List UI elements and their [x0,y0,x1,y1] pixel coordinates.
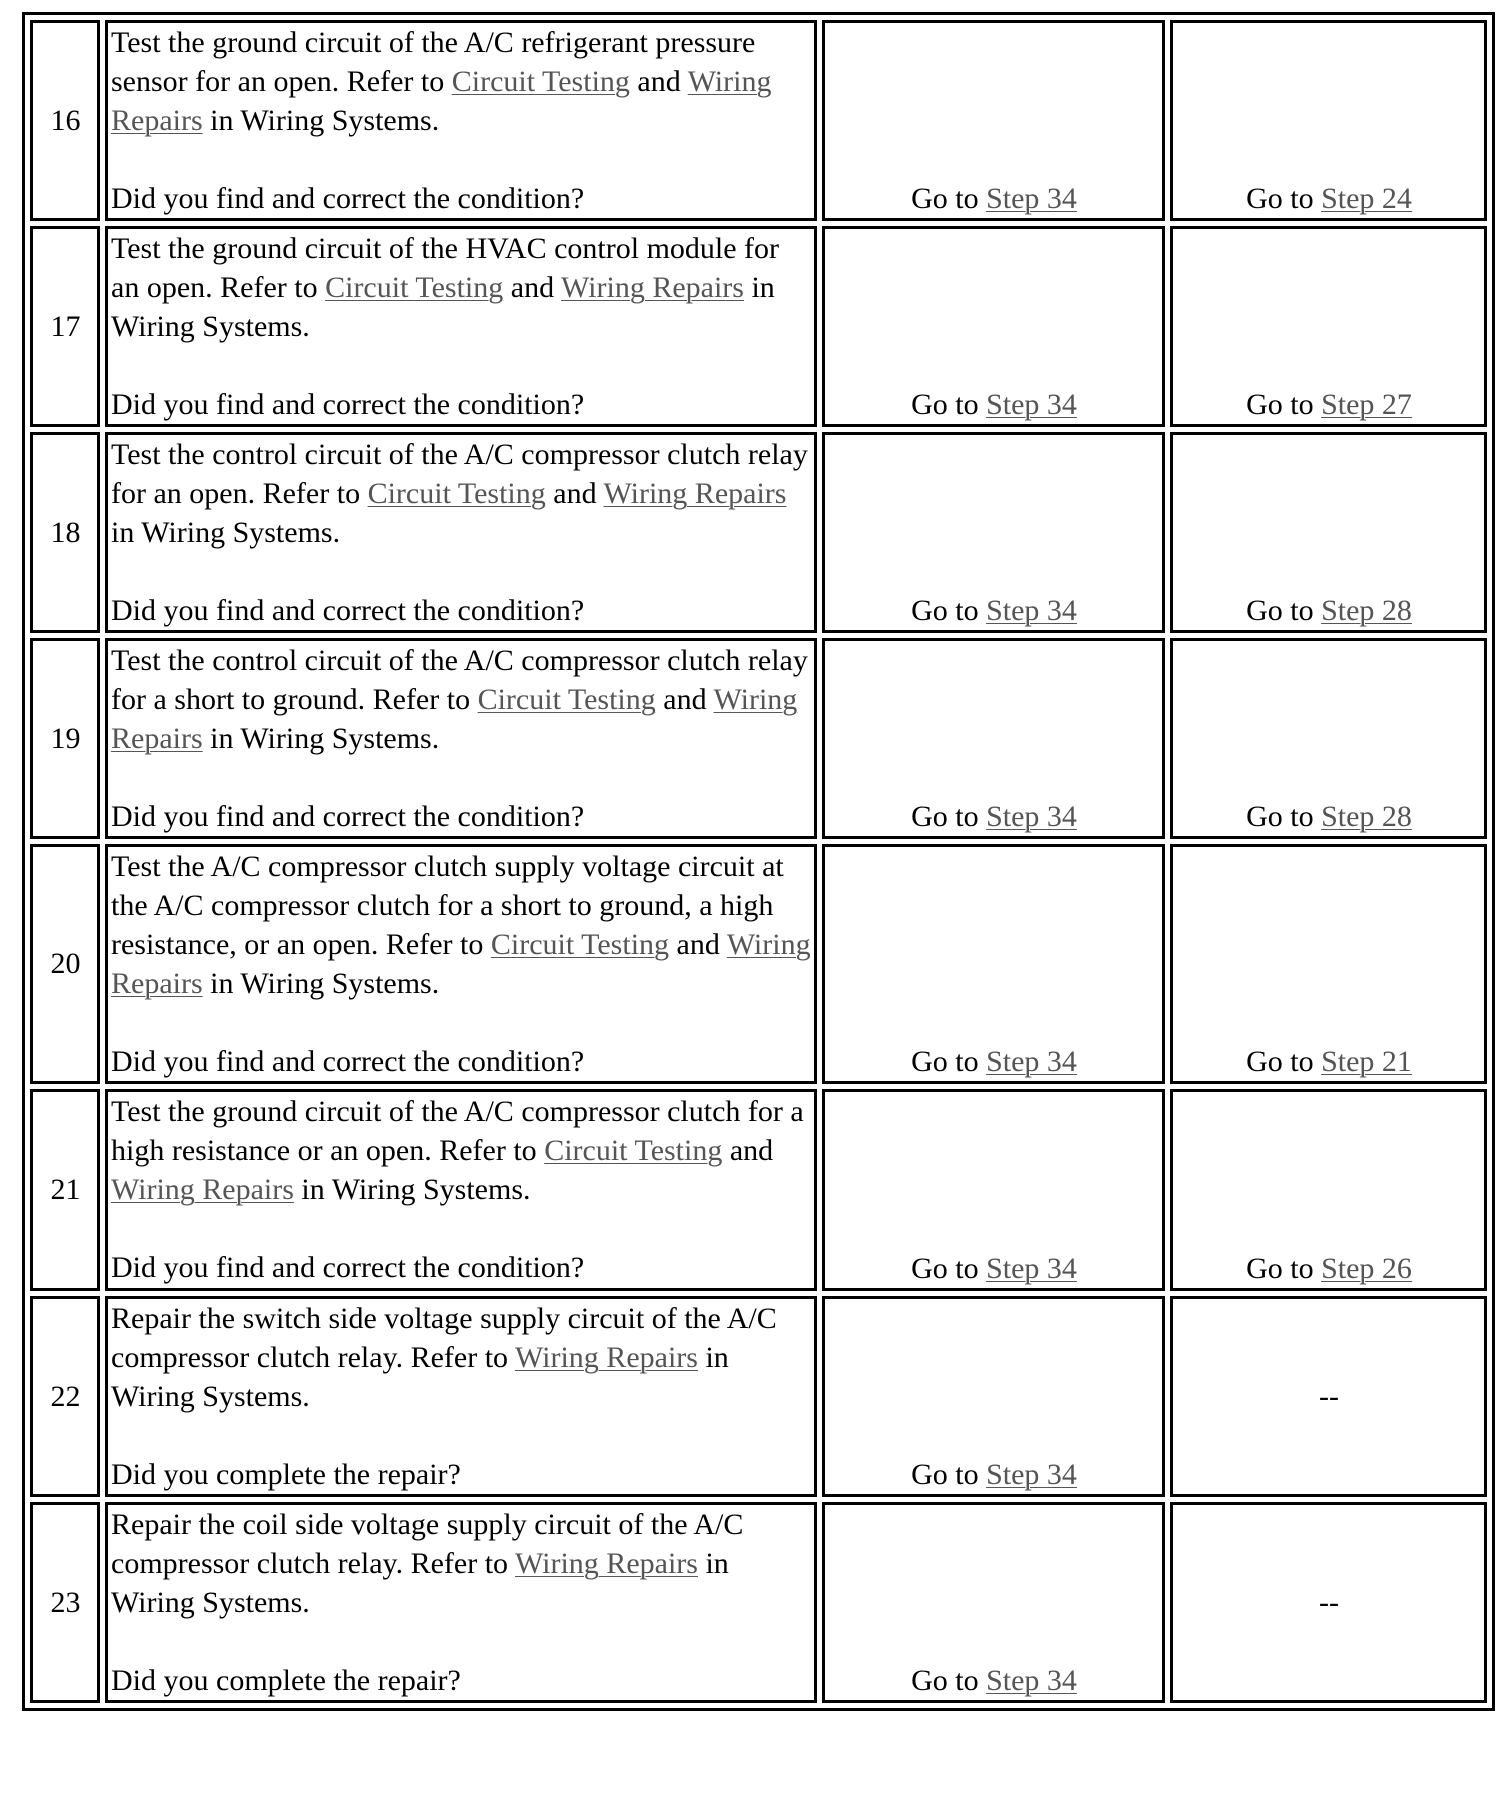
wiring-repairs-link[interactable]: Wiring Repairs [111,683,798,755]
action-text [111,1505,812,1622]
no-action-dash: -- [1319,1380,1339,1413]
action-text-segment: Test the A/C compressor clutch supply voltage circuit at the A/C compressor clutch for a short to ground, a high resistance, or an open. Refer to [111,850,792,961]
question-text: Did you find and correct the condition? [111,594,585,627]
goto-step-link[interactable]: Step 34 [986,800,1077,833]
action-text-segment: in Wiring Systems. [202,104,440,137]
step-number: 23 [30,1502,100,1703]
wiring-repairs-link[interactable]: Wiring Repairs [603,477,787,510]
table-body [30,20,1487,1703]
goto-step-link[interactable]: Step 34 [986,1045,1077,1078]
action-text-segment: in Wiring Systems. [293,1173,531,1206]
action-text [111,435,816,552]
yes-result-cell [822,844,1165,1084]
goto-prefix: Go to [911,594,987,627]
action-text-segment: and [629,65,688,98]
question-text: Did you find and correct the condition? [111,800,585,833]
goto-prefix: Go to [1246,1252,1322,1285]
action-text-segment: in Wiring Systems. [111,271,782,343]
action-text [111,23,812,140]
no-result-cell [1170,1089,1487,1291]
action-text-segment: in Wiring Systems. [202,967,440,1000]
no-action-dash: -- [1319,1586,1339,1619]
no-result-cell [1170,638,1487,839]
action-cell [105,1296,817,1497]
goto-prefix: Go to [1246,800,1322,833]
wiring-repairs-link[interactable]: Wiring Repairs [111,1173,294,1206]
circuit-testing-link[interactable]: Circuit Testing [490,928,670,961]
goto-step-link[interactable]: Step 28 [1321,594,1412,627]
action-cell [105,226,817,427]
goto-step-link[interactable]: Step 34 [986,388,1077,421]
table-row [30,1296,1487,1497]
action-cell [105,432,817,633]
goto-step-link[interactable]: Step 21 [1321,1045,1412,1078]
yes-result-cell [822,638,1165,839]
step-number: 22 [30,1296,100,1497]
table-row [30,20,1487,221]
goto-step-link[interactable]: Step 34 [986,1458,1077,1491]
goto-prefix: Go to [911,800,987,833]
action-text [111,641,816,758]
goto-step-link[interactable]: Step 34 [986,1252,1077,1285]
action-text-segment: Test the ground circuit of the A/C refrigerant pressure sensor for an open. Refer to [111,26,763,98]
goto-prefix: Go to [1246,1045,1322,1078]
step-number: 18 [30,432,100,633]
goto-prefix: Go to [911,182,987,215]
goto-step-link[interactable]: Step 24 [1321,182,1412,215]
action-text [111,1299,812,1416]
yes-result-cell [822,1089,1165,1291]
goto-step-link[interactable]: Step 34 [986,594,1077,627]
question-text: Did you find and correct the condition? [111,182,585,215]
table-row [30,844,1487,1084]
action-text [111,847,812,1003]
circuit-testing-link[interactable]: Circuit Testing [544,1134,723,1167]
goto-prefix: Go to [1246,388,1322,421]
diagnostic-steps-table [22,12,1495,1711]
wiring-repairs-link[interactable]: Wiring Repairs [561,271,744,304]
goto-prefix: Go to [1246,594,1322,627]
yes-result-cell [822,1502,1165,1703]
question-text: Did you complete the repair? [111,1664,461,1697]
question-text: Did you find and correct the condition? [111,1251,585,1284]
yes-result-cell [822,226,1165,427]
goto-prefix: Go to [911,1458,987,1491]
yes-result-cell [822,1296,1165,1497]
action-text-segment: Test the control circuit of the A/C compressor clutch relay for an open. Refer to [111,438,816,510]
goto-step-link[interactable]: Step 34 [986,1664,1077,1697]
no-result-cell [1170,226,1487,427]
action-text-segment: Test the control circuit of the A/C compressor clutch relay for a short to ground. Refer to [111,644,816,716]
action-text-segment: Repair the coil side voltage supply circuit of the A/C compressor clutch relay. Refer to [111,1508,751,1580]
action-cell [105,1502,817,1703]
question-text: Did you complete the repair? [111,1458,461,1491]
action-text-segment: and [545,477,604,510]
action-cell [105,638,817,839]
table-row [30,638,1487,839]
goto-prefix: Go to [911,1664,987,1697]
goto-prefix: Go to [911,1045,987,1078]
goto-prefix: Go to [911,388,987,421]
action-text [111,1092,812,1209]
wiring-repairs-link[interactable]: Wiring Repairs [111,65,772,137]
wiring-repairs-link[interactable]: Wiring Repairs [515,1341,698,1374]
action-text-segment: Test the ground circuit of the A/C compressor clutch for a high resistance or an open. Refer to [111,1095,812,1167]
no-result-cell [1170,432,1487,633]
goto-prefix: Go to [911,1252,987,1285]
action-text-segment: in Wiring Systems. [111,477,794,549]
action-text-segment: and [669,928,727,961]
step-number: 17 [30,226,100,427]
table-row [30,432,1487,633]
step-number: 16 [30,20,100,221]
circuit-testing-link[interactable]: Circuit Testing [325,271,504,304]
action-text-segment: in Wiring Systems. [111,1547,736,1619]
action-text-segment: Repair the switch side voltage supply circuit of the A/C compressor clutch relay. Refer to [111,1302,785,1374]
goto-step-link[interactable]: Step 34 [986,182,1077,215]
action-text-segment: Test the ground circuit of the HVAC control module for an open. Refer to [111,232,787,304]
no-result-cell [1170,844,1487,1084]
table-row [30,1089,1487,1291]
yes-result-cell [822,432,1165,633]
action-text-segment: in Wiring Systems. [111,1341,736,1413]
circuit-testing-link[interactable]: Circuit Testing [367,477,546,510]
step-number: 20 [30,844,100,1084]
circuit-testing-link[interactable]: Circuit Testing [477,683,656,716]
goto-step-link[interactable]: Step 28 [1321,800,1412,833]
wiring-repairs-link[interactable]: Wiring Repairs [111,928,811,1000]
action-cell [105,20,817,221]
question-text: Did you find and correct the condition? [111,1045,585,1078]
circuit-testing-link[interactable]: Circuit Testing [451,65,630,98]
table-row [30,1502,1487,1703]
question-text: Did you find and correct the condition? [111,388,585,421]
action-text-segment: in Wiring Systems. [202,722,440,755]
no-result-cell [1170,1296,1487,1497]
action-cell [105,1089,817,1291]
action-text-segment: and [503,271,562,304]
no-result-cell [1170,1502,1487,1703]
action-text-segment: and [655,683,714,716]
action-cell [105,844,817,1084]
goto-step-link[interactable]: Step 27 [1321,388,1412,421]
action-text [111,229,812,346]
goto-prefix: Go to [1246,182,1322,215]
action-text-segment: and [722,1134,781,1167]
wiring-repairs-link[interactable]: Wiring Repairs [515,1547,698,1580]
step-number: 21 [30,1089,100,1291]
step-number: 19 [30,638,100,839]
table-row [30,226,1487,427]
document-page [22,12,1482,1711]
yes-result-cell [822,20,1165,221]
goto-step-link[interactable]: Step 26 [1321,1252,1412,1285]
no-result-cell [1170,20,1487,221]
